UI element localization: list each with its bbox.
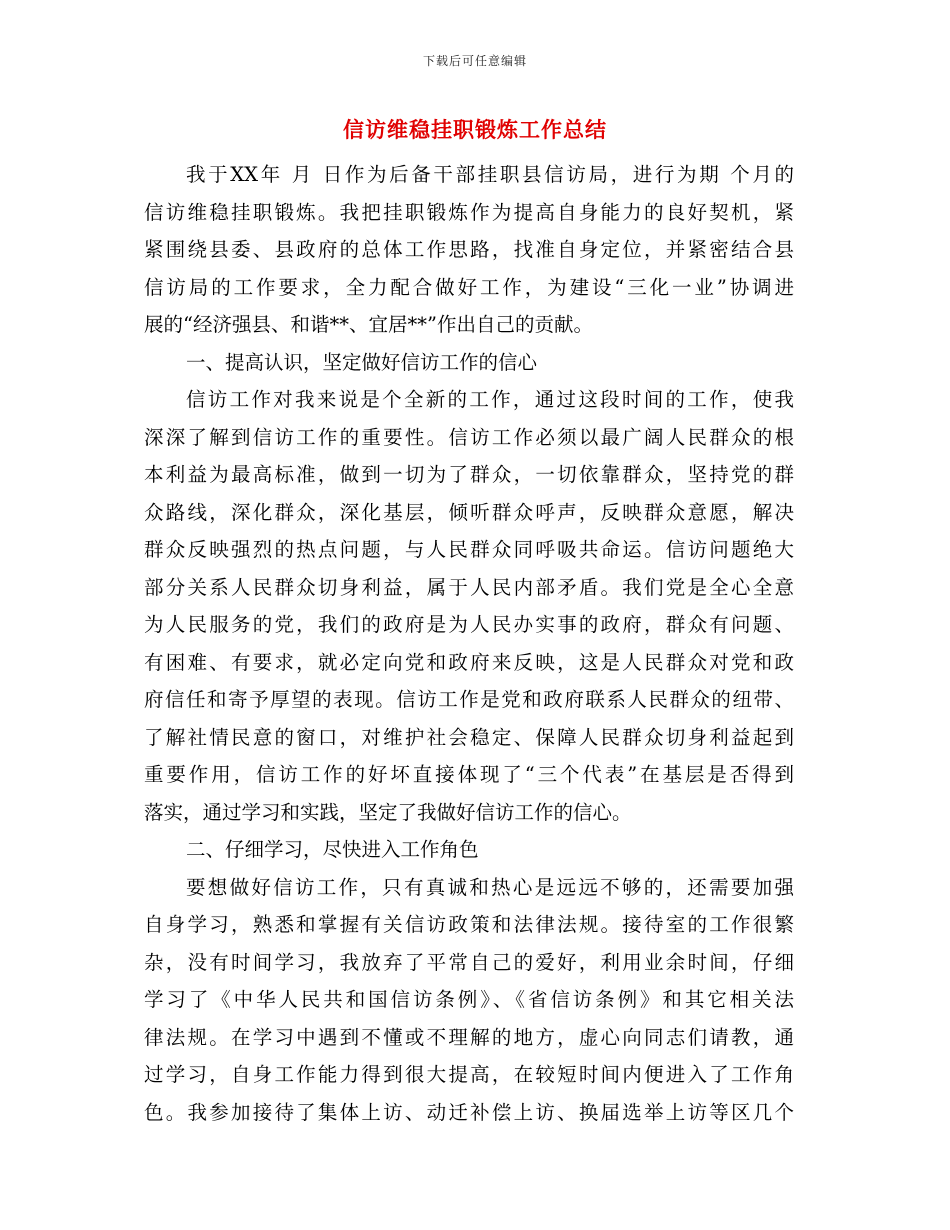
paragraph-line: 众路线，深化群众，深化基层，倾听群众呼声，反映群众意愿，解决 — [144, 500, 794, 524]
paragraph-line: 府信任和寄予厚望的表现。信访工作是党和政府联系人民群众的纽带、 — [144, 688, 794, 711]
paragraph-line: 了解社情民意的窗口，对维护社会稳定、保障人民群众切身利益起到 — [144, 725, 794, 749]
paragraph-line: 有困难、有要求，就必定向党和政府来反映，这是人民群众对党和政 — [144, 650, 794, 674]
paragraph-line: 部分关系人民群众切身利益，属于人民内部矛盾。我们党是全心全意 — [144, 575, 794, 599]
section-heading: 一、提高认识，坚定做好信访工作的信心 — [186, 350, 538, 374]
document-title: 信访维稳挂职锻炼工作总结 — [343, 117, 607, 142]
paragraph-line: 学习了《中华人民共和国信访条例》、《省信访条例》和其它相关法 — [144, 988, 794, 1011]
header-note: 下载后可任意编辑 — [422, 54, 527, 68]
paragraph-line: 深深了解到信访工作的重要性。信访工作必须以最广阔人民群众的根 — [144, 425, 794, 449]
paragraph-line: 信访工作对我来说是个全新的工作，通过这段时间的工作，使我 — [186, 388, 794, 411]
paragraph-line: 本利益为最高标准，做到一切为了群众，一切依靠群众，坚持党的群 — [144, 463, 794, 486]
paragraph-line: 信访维稳挂职锻炼。我把挂职锻炼作为提高自身能力的良好契机，紧 — [144, 200, 794, 224]
paragraph-line: 展的“经济强县、和谐**、宜居**”作出自己的贡献。 — [144, 313, 593, 336]
paragraph-line: 色。我参加接待了集体上访、动迁补偿上访、换届选举上访等区几个 — [144, 1100, 794, 1124]
paragraph-line: 杂，没有时间学习，我放弃了平常自己的爱好，利用业余时间，仔细 — [144, 950, 794, 974]
paragraph-line: 要想做好信访工作，只有真诚和热心是远远不够的，还需要加强 — [186, 875, 794, 899]
document-body — [144, 156, 794, 1131]
paragraph-line: 重要作用，信访工作的好坏直接体现了“三个代表”在基层是否得到 — [144, 763, 794, 786]
section-heading: 二、仔细学习，尽快进入工作角色 — [186, 838, 479, 861]
paragraph-line: 我于XX年 月 日作为后备干部挂职县信访局，进行为期 个月的 — [186, 163, 794, 186]
paragraph-line: 自身学习，熟悉和掌握有关信访政策和法律法规。接待室的工作很繁 — [144, 913, 794, 936]
paragraph-line: 信访局的工作要求，全力配合做好工作，为建设“三化一业”协调进 — [144, 275, 794, 299]
paragraph-line: 落实，通过学习和实践，坚定了我做好信访工作的信心。 — [144, 800, 632, 824]
paragraph-line: 紧围绕县委、县政府的总体工作思路，找准自身定位，并紧密结合县 — [144, 238, 794, 261]
paragraph-line: 律法规。在学习中遇到不懂或不理解的地方，虚心向同志们请教，通 — [144, 1025, 794, 1049]
paragraph-line: 过学习，自身工作能力得到很大提高，在较短时间内便进入了工作角 — [144, 1063, 794, 1086]
paragraph-line: 为人民服务的党，我们的政府是为人民办实事的政府，群众有问题、 — [144, 613, 794, 636]
paragraph-line: 群众反映强烈的热点问题，与人民群众同呼吸共命运。信访问题绝大 — [144, 538, 794, 561]
